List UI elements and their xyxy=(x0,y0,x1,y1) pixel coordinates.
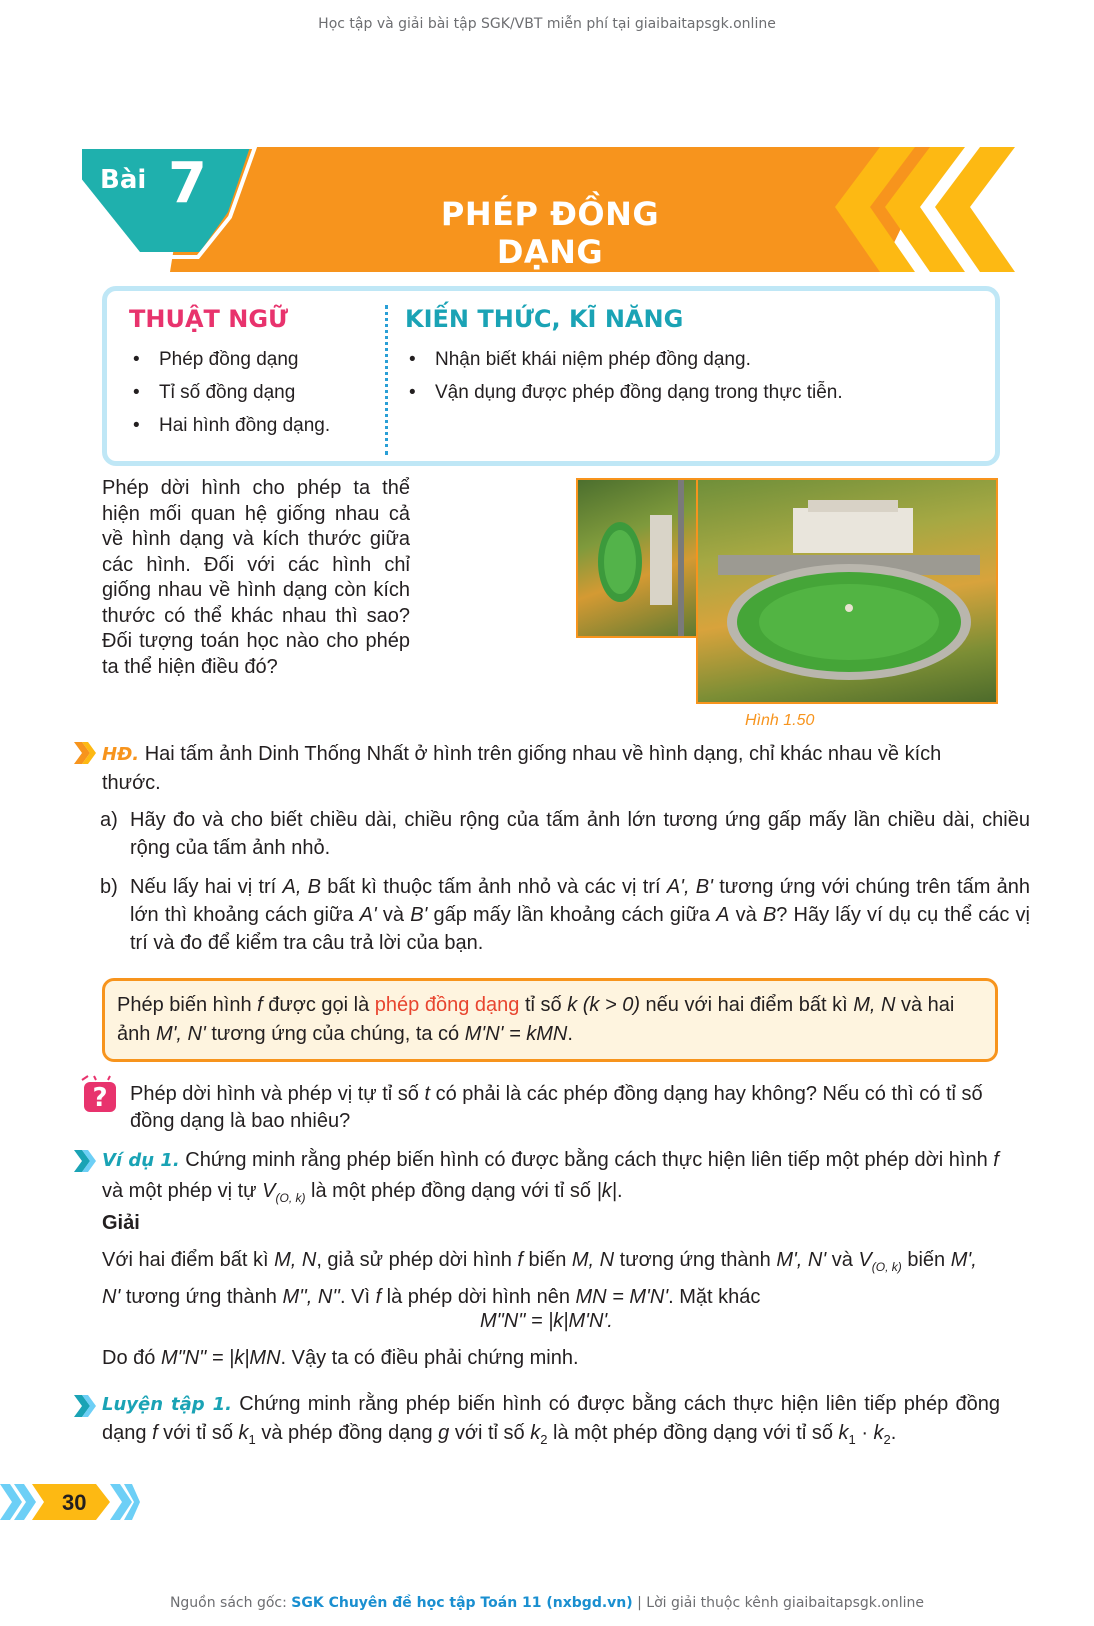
activity-tag: HĐ. xyxy=(102,744,140,765)
math-var: t xyxy=(424,1083,431,1105)
practice-tag: Luyện tập 1. xyxy=(102,1394,233,1415)
solution-heading: Giải xyxy=(102,1212,140,1234)
math-var: A' xyxy=(359,904,377,926)
skills-column xyxy=(405,305,985,409)
skill-item: • Vận dụng được phép đồng dạng trong thực tiễn. xyxy=(405,376,985,409)
math-var: k xyxy=(530,1422,541,1444)
part-b-text: gấp mấy lần khoảng cách giữa xyxy=(427,904,717,926)
math-var: M, N xyxy=(571,1249,615,1271)
math-var: M', N' xyxy=(776,1249,827,1271)
footer-suffix: | Lời giải thuộc kênh giaibaitapsgk.online xyxy=(632,1595,925,1611)
definition-term: phép đồng dạng xyxy=(374,994,520,1016)
terms-heading: THUẬT NGỮ xyxy=(129,305,289,333)
part-a-marker: a) xyxy=(100,809,118,831)
math-var: f xyxy=(993,1149,999,1171)
example-text: . xyxy=(616,1180,623,1202)
solution-part: biến xyxy=(901,1249,951,1271)
math-var: B' xyxy=(410,904,428,926)
part-b-text: và xyxy=(376,904,411,926)
part-b-text: ? Hãy lấy ví dụ cụ thể các vị trí và đo để kiểm tra câu trả lời của bạn. xyxy=(130,904,1030,954)
chevron-icon xyxy=(74,1395,98,1417)
skill-item: • Nhận biết khái niệm phép đồng dạng. xyxy=(405,343,985,376)
intro-paragraph: Phép dời hình cho phép ta thể hiện mối quan hệ giống nhau cả về hình dạng và kích thước giữa các hình. Đối với các hình chỉ giống nhau về hình dạng còn kích thước có thể khác nhau thì sao? Đối tượng toán học nào cho phép ta thể hiện điều đó? xyxy=(102,477,410,678)
practice-text: với tỉ số xyxy=(157,1422,239,1444)
math-var: V xyxy=(262,1180,276,1202)
math-var: f xyxy=(257,994,263,1016)
math-subscript: (O, k) xyxy=(275,1191,306,1205)
math-var: B xyxy=(762,904,777,926)
solution-part: . Vì xyxy=(339,1286,376,1308)
objectives-box xyxy=(102,286,1000,466)
math-subscript: 2 xyxy=(883,1432,891,1447)
solution-part: tương ứng thành xyxy=(120,1286,283,1308)
solution-part: biến xyxy=(522,1249,572,1271)
term-item: • Phép đồng dạng xyxy=(129,343,379,376)
part-b-text: và xyxy=(729,904,763,926)
skills-heading: KIẾN THỨC, KĨ NĂNG xyxy=(405,305,684,333)
math-equation: M"N" = |k|MN xyxy=(160,1347,281,1369)
math-var: A, B xyxy=(282,876,322,898)
definition-text: và hai ảnh xyxy=(117,994,955,1045)
math-subscript: (O, k) xyxy=(871,1260,902,1274)
math-var: M, N xyxy=(274,1249,317,1271)
lesson-number: 7 xyxy=(168,151,207,216)
practice-text: là một phép đồng dạng với tỉ số xyxy=(547,1422,839,1444)
term-item: • Hai hình đồng dạng. xyxy=(129,409,379,442)
math-equation: M'N' = kMN xyxy=(464,1023,568,1045)
math-var: M, N xyxy=(853,994,896,1016)
large-photo xyxy=(696,478,998,704)
solution-text xyxy=(102,1245,1000,1312)
activity-text: Hai tấm ảnh Dinh Thống Nhất ở hình trên giống nhau về hình dạng, chỉ khác nhau về kích thước. xyxy=(102,743,942,794)
math-var: f xyxy=(375,1286,382,1308)
example-text: là một phép đồng dạng với tỉ số xyxy=(305,1180,597,1202)
chevron-icon xyxy=(74,1150,98,1172)
part-b-text: Nếu lấy hai vị trí xyxy=(130,876,283,898)
solution-formula: M"N" = |k|M'N'. xyxy=(480,1310,613,1332)
math-var: V xyxy=(858,1249,872,1271)
math-var: M', N' xyxy=(155,1023,206,1045)
math-var: f xyxy=(152,1422,158,1444)
definition-box xyxy=(102,978,998,1062)
math-subscript: 2 xyxy=(540,1432,548,1447)
math-var: M', N' xyxy=(102,1249,977,1308)
lesson-word: Bài xyxy=(100,165,147,195)
solution-part: là phép dời hình nên xyxy=(381,1286,576,1308)
example-tag: Ví dụ 1. xyxy=(102,1150,180,1171)
example-text: và một phép vị tự xyxy=(102,1180,263,1202)
terms-list xyxy=(129,343,379,442)
math-var: k xyxy=(838,1422,849,1444)
definition-text: . xyxy=(567,1023,573,1045)
question-part: có phải là các phép đồng dạng hay không? Nếu có thì có tỉ số đồng dạng là bao nhiêu? xyxy=(130,1083,983,1132)
practice-statement xyxy=(102,1390,1000,1454)
lesson-banner xyxy=(80,147,1080,272)
footer-note xyxy=(0,1595,1094,1611)
math-var: k xyxy=(567,994,578,1016)
solution-part: Với hai điểm bất kì xyxy=(102,1249,275,1271)
footer-source-link[interactable]: SGK Chuyên đề học tập Toán 11 (nxbgd.vn) xyxy=(291,1595,633,1611)
math-subscript: 1 xyxy=(848,1432,856,1447)
footer-prefix: Nguồn sách gốc: xyxy=(169,1595,292,1611)
solution-part: . Vậy ta có điều phải chứng minh. xyxy=(280,1347,579,1369)
definition-text: tương ứng của chúng, ta có xyxy=(205,1023,465,1045)
math-var: A', B' xyxy=(666,876,713,898)
math-var: k xyxy=(873,1422,884,1444)
chevron-icon xyxy=(74,742,98,764)
page-number: 30 xyxy=(62,1490,87,1515)
example-text: Chứng minh rằng phép biến hình có được bằng cách thực hiện liên tiếp một phép dời hình xyxy=(179,1149,994,1171)
question-text xyxy=(130,1081,1000,1135)
figure-caption: Hình 1.50 xyxy=(745,712,815,729)
solution-part: , giả sử phép dời hình xyxy=(316,1249,518,1271)
dotted-divider xyxy=(385,305,388,455)
definition-text: tỉ số xyxy=(519,994,568,1016)
solution-conclusion xyxy=(102,1343,1000,1373)
activity-part-b xyxy=(100,873,1031,957)
header-note: Học tập và giải bài tập SGK/VBT miễn phí tại giaibaitapsgk.online xyxy=(318,16,776,32)
activity-block xyxy=(74,740,1004,798)
activity-part-a xyxy=(100,806,1030,862)
math-var: k xyxy=(238,1422,249,1444)
part-b-marker: b) xyxy=(100,876,118,898)
question-icon xyxy=(80,1074,122,1116)
large-photo-drawing xyxy=(698,480,998,704)
definition-text: Phép biến hình xyxy=(117,994,258,1016)
solution-part: và xyxy=(826,1249,859,1271)
term-item: • Tỉ số đồng dạng xyxy=(129,376,379,409)
svg-text:?: ? xyxy=(92,1083,108,1113)
math-var: M'', N'' xyxy=(282,1286,340,1308)
practice-text: · xyxy=(855,1422,874,1444)
practice-text: . xyxy=(890,1422,897,1444)
math-var: g xyxy=(438,1422,450,1444)
example-statement xyxy=(102,1145,1000,1214)
practice-text: với tỉ số xyxy=(449,1422,531,1444)
part-b-text: bất kì thuộc tấm ảnh nhỏ và các vị trí xyxy=(321,876,667,898)
small-photo xyxy=(576,478,699,638)
math-subscript: 1 xyxy=(248,1432,256,1447)
terms-column xyxy=(129,305,379,442)
part-a-text: Hãy đo và cho biết chiều dài, chiều rộng của tấm ảnh lớn tương ứng gấp mấy lần chiều dài, chiều rộng của tấm ảnh nhỏ. xyxy=(130,809,1030,859)
math-equation: MN = M'N' xyxy=(575,1286,669,1308)
math-var: f xyxy=(517,1249,523,1271)
math-var: |k| xyxy=(596,1180,617,1202)
solution-part: tương ứng thành xyxy=(614,1249,777,1271)
math-condition: (k > 0) xyxy=(577,994,640,1016)
skills-list xyxy=(405,343,985,409)
question-part: Phép dời hình và phép vị tự tỉ số xyxy=(130,1083,425,1105)
practice-text: Chứng minh rằng phép biến hình có được bằng cách thực hiện liên tiếp phép đồng dạng xyxy=(102,1393,1000,1444)
solution-part: . Mặt khác xyxy=(668,1286,761,1308)
definition-text: nếu với hai điểm bất kì xyxy=(639,994,854,1016)
part-b-text: tương ứng với chúng trên tấm ảnh lớn thì khoảng cách giữa xyxy=(130,876,1031,926)
definition-text: được gọi là xyxy=(262,994,375,1016)
math-var: A xyxy=(716,904,730,926)
lesson-title: PHÉP ĐỒNG DẠNG xyxy=(440,195,660,271)
solution-part: Do đó xyxy=(102,1347,161,1369)
practice-text: và phép đồng dạng xyxy=(255,1422,439,1444)
small-photo-drawing xyxy=(578,480,699,638)
